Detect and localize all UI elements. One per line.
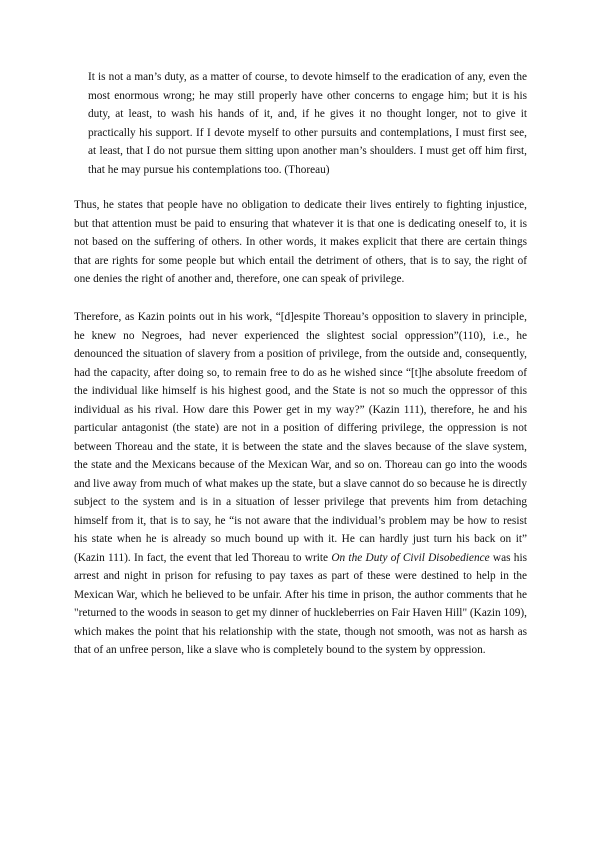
quote-text: It is not a man’s duty, as a matter of course, to devote himself to the eradication of any, even the most enormous wrong; he may still properly have other concerns to engage him; but it is his duty, at least, to wash his hands of it, and, if he gives it no thought longer, not to give it practically his support. If I devote myself to other pursuits and contemplations, I must first see, at least, that I do not pursue them sitting upon another man’s shoulders. I must get off him first, that he may pursue his contemplations too. (Thoreau) [88, 71, 527, 176]
paragraph-text-part2: was his arrest and night in prison for refusing to pay taxes as part of these were destined to help in the Mexican War, which he believed to be unfair. After his time in prison, the author comments that he "returned to the woods in season to get my dinner of huckleberries on Fair Haven Hill" (Kazin 109), which makes the point that his relationship with the state, though not smooth, was not as harsh as that of an unfree person, like a slave who is completely bound to the system by oppression. [74, 551, 527, 656]
paragraph-text: Thus, he states that people have no obligation to dedicate their lives entirely to fighting injustice, but that attention must be paid to ensuring that whatever it is that one is dedicating oneself to, it is not based on the suffering of others. In other words, it makes explicit that there are certain things that are rights for some people but which entail the detriment of others, that is to say, the right of one denies the right of another and, therefore, one can speak of privilege. [74, 199, 527, 285]
book-title: On the Duty of Civil Disobedience [331, 551, 490, 564]
paragraph-text-part1: Therefore, as Kazin points out in his work, “[d]espite Thoreau’s opposition to slavery in principle, he knew no Negroes, had never experienced the slightest social oppression”(110), i.e., he denounced the situation of slavery from a position of privilege, from the outside and, consequently, had the capacity, after doing so, to remain free to do as he wished since “[t]he absolute freedom of the individual like himself is his highest good, and the State is not so much the oppressor of this individual as his rival. How dare this Power get in my way?” (Kazin 111), therefore, he and his particular antagonist (the state) are not in a position of differing privilege, the oppression is not between Thoreau and the state, it is between the state and the slaves because of the slave system, the state and the Mexicans because of the Mexican War, and so on. Thoreau can go into the woods and live away from much of what makes up the state, but a slave cannot do so because he is directly subject to the system and is in a situation of lesser privilege that prevents him from detaching himself from it, that is to say, he “is not aware that the individual’s problem may be how to resist his state when he is already so much bound up with it. He can hardly just turn his back on it” (Kazin 111). In fact, the event that led Thoreau to write [74, 311, 527, 564]
paragraph-privilege [74, 196, 527, 289]
block-quote [88, 68, 527, 179]
paragraph-kazin [74, 308, 527, 660]
paragraph-text [74, 308, 527, 660]
